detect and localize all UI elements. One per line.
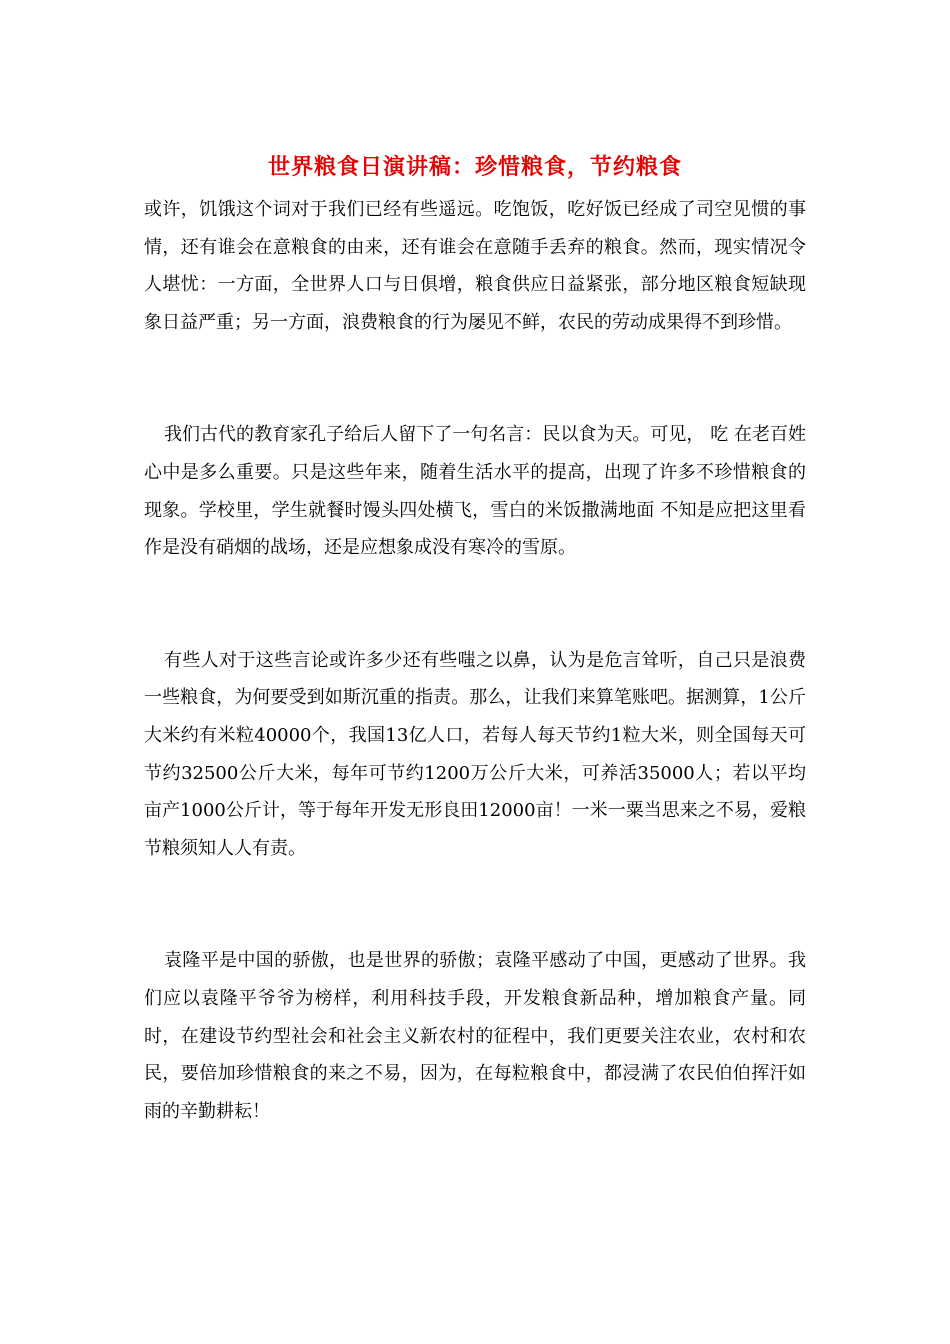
paragraph-2: 我们古代的教育家孔子给后人留下了一句名言：民以食为天。可见， 吃 在老百姓心中是多么重要。只是这些年来，随着生活水平的提高，出现了许多不珍惜粮食的现象。学校里，学生就餐时馒头四处横飞，雪白的米饭撒满地面 不知是应把这里看作是没有硝烟的战场，还是应想象成没有寒冷的雪原。	[144, 424, 806, 559]
paragraph-gap	[144, 867, 806, 942]
document-title: 世界粮食日演讲稿：珍惜粮食，节约粮食	[267, 155, 682, 180]
paragraph-3: 有些人对于这些言论或许多少还有些嗤之以鼻，认为是危言耸听，自己只是浪费一些粮食，为何要受到如斯沉重的指责。那么，让我们来算笔账吧。据测算，1公斤大米约有米粒40000个，我国13亿人口，若每人每天节约1粒大米，则全国每天可节约32500公斤大米，每年可节约1200万公斤大米，可养活35000人；若以平均亩产1000公斤计，等于每年开发无形良田12000亩！一米一粟当思来之不易，爱粮节粮须知人人有责。	[144, 649, 806, 859]
document-body	[144, 191, 806, 1130]
paragraph-4: 袁隆平是中国的骄傲，也是世界的骄傲；袁隆平感动了中国，更感动了世界。我们应以袁隆平爷爷为榜样，利用科技手段，开发粮食新品种，增加粮食产量。同时，在建设节约型社会和社会主义新农村的征程中，我们更要关注农业，农村和农民，要倍加珍惜粮食的来之不易，因为，在每粒粮食中，都浸满了农民伯伯挥汗如雨的辛勤耕耘！	[144, 950, 806, 1122]
paragraph-gap	[144, 341, 806, 416]
paragraph-gap	[144, 567, 806, 642]
paragraph-1: 或许，饥饿这个词对于我们已经有些遥远。吃饱饭，吃好饭已经成了司空见惯的事情，还有谁会在意粮食的由来，还有谁会在意随手丢弃的粮食。然而，现实情况令人堪忧：一方面，全世界人口与日俱增，粮食供应日益紧张，部分地区粮食短缺现象日益严重；另一方面，浪费粮食的行为屡见不鲜，农民的劳动成果得不到珍惜。	[144, 199, 806, 333]
